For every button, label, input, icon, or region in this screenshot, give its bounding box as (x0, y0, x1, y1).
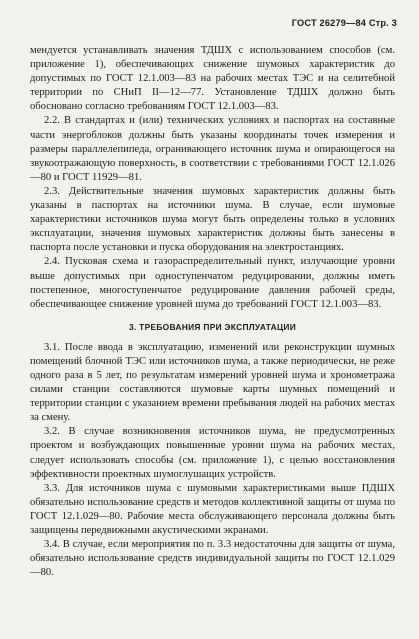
paragraph-3-4: 3.4. В случае, если мероприятия по п. 3.3 недостаточны для защиты от шума, обязательно использование средств индивидуальной защиты по ГОСТ 12.1.029—80. (30, 539, 395, 579)
section-heading: 3. ТРЕБОВАНИЯ ПРИ ЭКСПЛУАТАЦИИ (128, 321, 297, 332)
paragraph-2-4: 2.4. Пусковая схема и газораспределительный пункт, излучающие уровни выше допустимых при одноступенчатом редуцировании, должны иметь постепенное, многоступенчатое редуцирование давления рабочей среды, обеспечивающее снижение уровней шума до требований ГОСТ 12.1.003—83. (30, 256, 395, 310)
paragraph-3-1: 3.1. После ввода в эксплуатацию, изменений или реконструкции шумных помещений блочной ТЭС или источников шума, а также периодически, не реже одного раза в 5 лет, по результатам измерений уровней шума и хронометража силами станции составляются шумовые карты шумных помещений и территории станции с указанием времени пребывания людей на рабочих местах за смену. (30, 341, 395, 424)
paragraph-2-1-continued: мендуется устанавливать значения ТДШХ с использованием способов (см. приложение 1), обеспечивающих снижение шумовых характеристик до допустимых по ГОСТ 12.1.003—83 на рабочих местах ТЭС и на селитебной территории по СНиП II—12—77. Установление ТДШХ должно быть обосновано согласно требованиям ГОСТ 12.1.003—83. (30, 45, 395, 113)
paragraph-3-3: 3.3. Для источников шума с шумовыми характеристиками выше ПДШХ обязательно использование средств и методов коллективной защиты от шума по ГОСТ 12.1.029—80. Рабочие места обслуживающего персонала должны быть защищены передвижными акустическими экранами. (30, 482, 395, 536)
paragraph-3-2: 3.2. В случае возникновения источников шума, не предусмотренных проектом и возбуждающих повышенные уровни шума на рабочих местах, следует использовать способы (см. приложение 1), с целью восстановления эффективности проектных шумоглушащих устройств. (30, 426, 395, 480)
paragraph-2-3: 2.3. Действительные значения шумовых характеристик должны быть указаны в паспортах на источники шума. В случае, если шумовые характеристики источников шума могут быть определены только в условиях эксплуатации, значения шумовых характеристик должны быть занесены в паспорта после установки и пуска оборудования на электростанциях. (30, 185, 395, 254)
document-body (30, 44, 395, 580)
page-header: ГОСТ 26279—84 Стр. 3 (291, 18, 397, 28)
paragraph-2-2: 2.2. В стандартах и (или) технических условиях и паспортах на составные части энергоблоков должны быть указаны координаты точек измерения и размеры параллелепипеда, огранивающего источник шума и опирающегося на звукоотражающую поверхность, в соответствии с требованиями ГОСТ 12.1.026—80 и ГОСТ 11929—81. (30, 115, 395, 183)
